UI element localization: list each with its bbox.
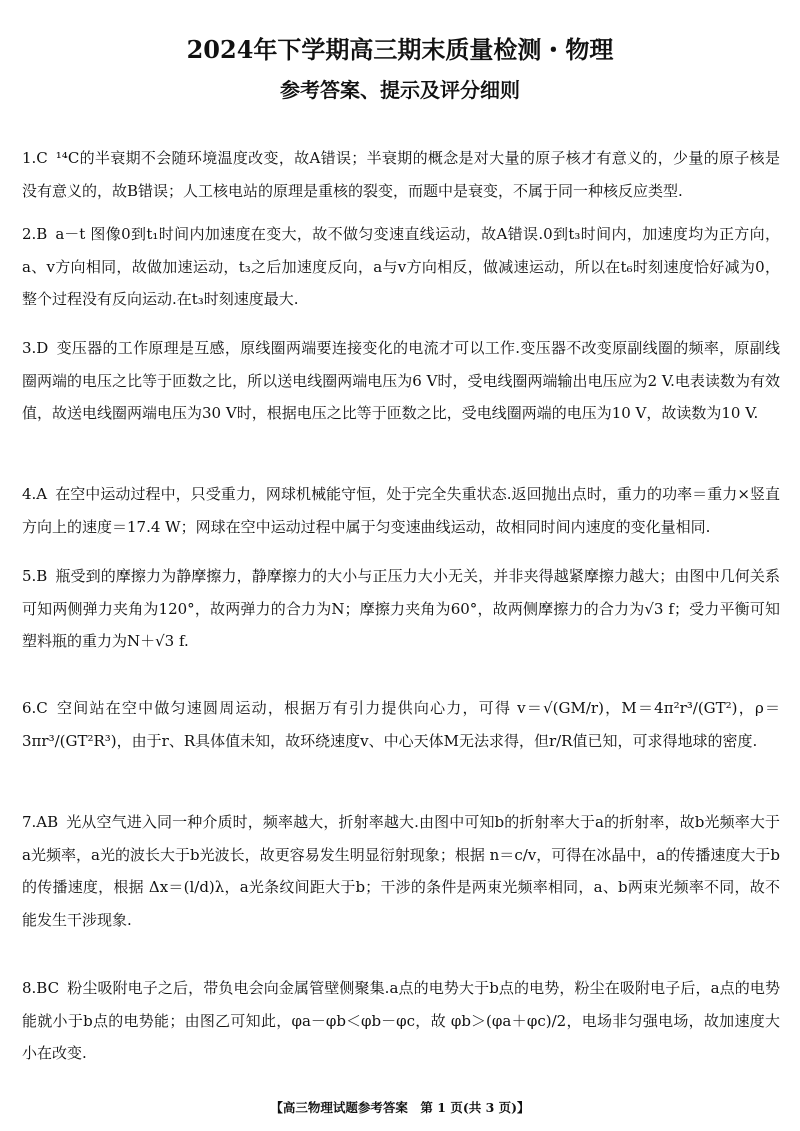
page-footer: 【高三物理试题参考答案 第 1 页(共 3 页)】 [270, 1100, 530, 1115]
answer-text: a－t 图像0到t₁时间内加速度在变大，故不做匀变速直线运动，故A错误.0到t₃时间内，加速度均为正方向，a、v方向相同，故做加速运动，t₃之后加速度反向，a与v方向相反，做减速运动，所以在t₆时刻速度恰好减为0，整个过程没有反向运动.在t₃时刻速度最大. [22, 225, 780, 308]
answer-8 [22, 972, 780, 1070]
answer-number: 1.C [22, 149, 48, 167]
answer-5 [22, 560, 780, 658]
answer-text: 光从空气进入同一种介质时，频率越大，折射率越大.由图中可知b的折射率大于a的折射率，故b光频率大于a光频率，a光的波长大于b光波长，故更容易发生明显衍射现象；根据 n＝c/v，可得在冰晶中，a的传播速度大于b的传播速度，根据 Δx＝(l/d)λ，a光条纹间距大于b；干涉的条件是两束光频率相同，a、b两束光频率不同，故不能发生干涉现象. [22, 813, 780, 929]
answer-number: 3.D [22, 339, 49, 357]
answer-number: 4.A [22, 485, 48, 503]
answer-text: 在空中运动过程中，只受重力，网球机械能守恒，处于完全失重状态.返回抛出点时，重力的功率＝重力×竖直方向上的速度＝17.4 W；网球在空中运动过程中属于匀变速曲线运动，故相同时间内速度的变化量相同. [22, 485, 780, 536]
answer-number: 8.BC [22, 979, 60, 997]
answer-number: 5.B [22, 567, 48, 585]
answer-text: ¹⁴C的半衰期不会随环境温度改变，故A错误；半衰期的概念是对大量的原子核才有意义的，少量的原子核是没有意义的，故B错误；人工核电站的原理是重核的裂变，而题中是衰变，不属于同一种核反应类型. [22, 149, 780, 200]
answer-3 [22, 332, 780, 430]
page-subtitle: 参考答案、提示及评分细则 [280, 78, 520, 102]
answer-2 [22, 218, 780, 316]
answer-6 [22, 692, 780, 757]
answer-text: 瓶受到的摩擦力为静摩擦力，静摩擦力的大小与正压力大小无关，并非夹得越紧摩擦力越大；由图中几何关系可知两侧弹力夹角为120°，故两弹力的合力为N；摩擦力夹角为60°，故两侧摩擦力的合力为√3 f；受力平衡可知塑料瓶的重力为N＋√3 f. [22, 567, 780, 650]
answer-text: 空间站在空中做匀速圆周运动，根据万有引力提供向心力，可得 v＝√(GM/r)，M＝4π²r³/(GT²)，ρ＝3πr³/(GT²R³)，由于r、R具体值未知，故环绕速度v、中心天体M无法求得，但r/R值已知，可求得地球的密度. [22, 699, 780, 750]
page-title: 2024年下学期高三期末质量检测・物理 [186, 35, 614, 64]
answer-7 [22, 806, 780, 936]
answer-text: 变压器的工作原理是互感，原线圈两端要连接变化的电流才可以工作.变压器不改变原副线圈的频率，原副线圈两端的电压之比等于匝数之比，所以送电线圈两端电压为6 V时，受电线圈两端输出电压应为2 V.电表读数为有效值，故送电线圈两端电压为30 V时，根据电压之比等于匝数之比，受电线圈两端的电压为10 V，故读数为10 V. [22, 339, 780, 422]
answer-1 [22, 142, 780, 207]
answer-number: 7.AB [22, 813, 59, 831]
answer-4 [22, 478, 780, 543]
answer-number: 2.B [22, 225, 48, 243]
answer-text: 粉尘吸附电子之后，带负电会向金属管壁侧聚集.a点的电势大于b点的电势，粉尘在吸附电子后，a点的电势能就小于b点的电势能；由图乙可知此，φa－φb＜φb－φc，故 φb＞(φa＋φc)/2，电场非匀强电场，故加速度大小在改变. [22, 979, 780, 1062]
answer-number: 6.C [22, 699, 48, 717]
